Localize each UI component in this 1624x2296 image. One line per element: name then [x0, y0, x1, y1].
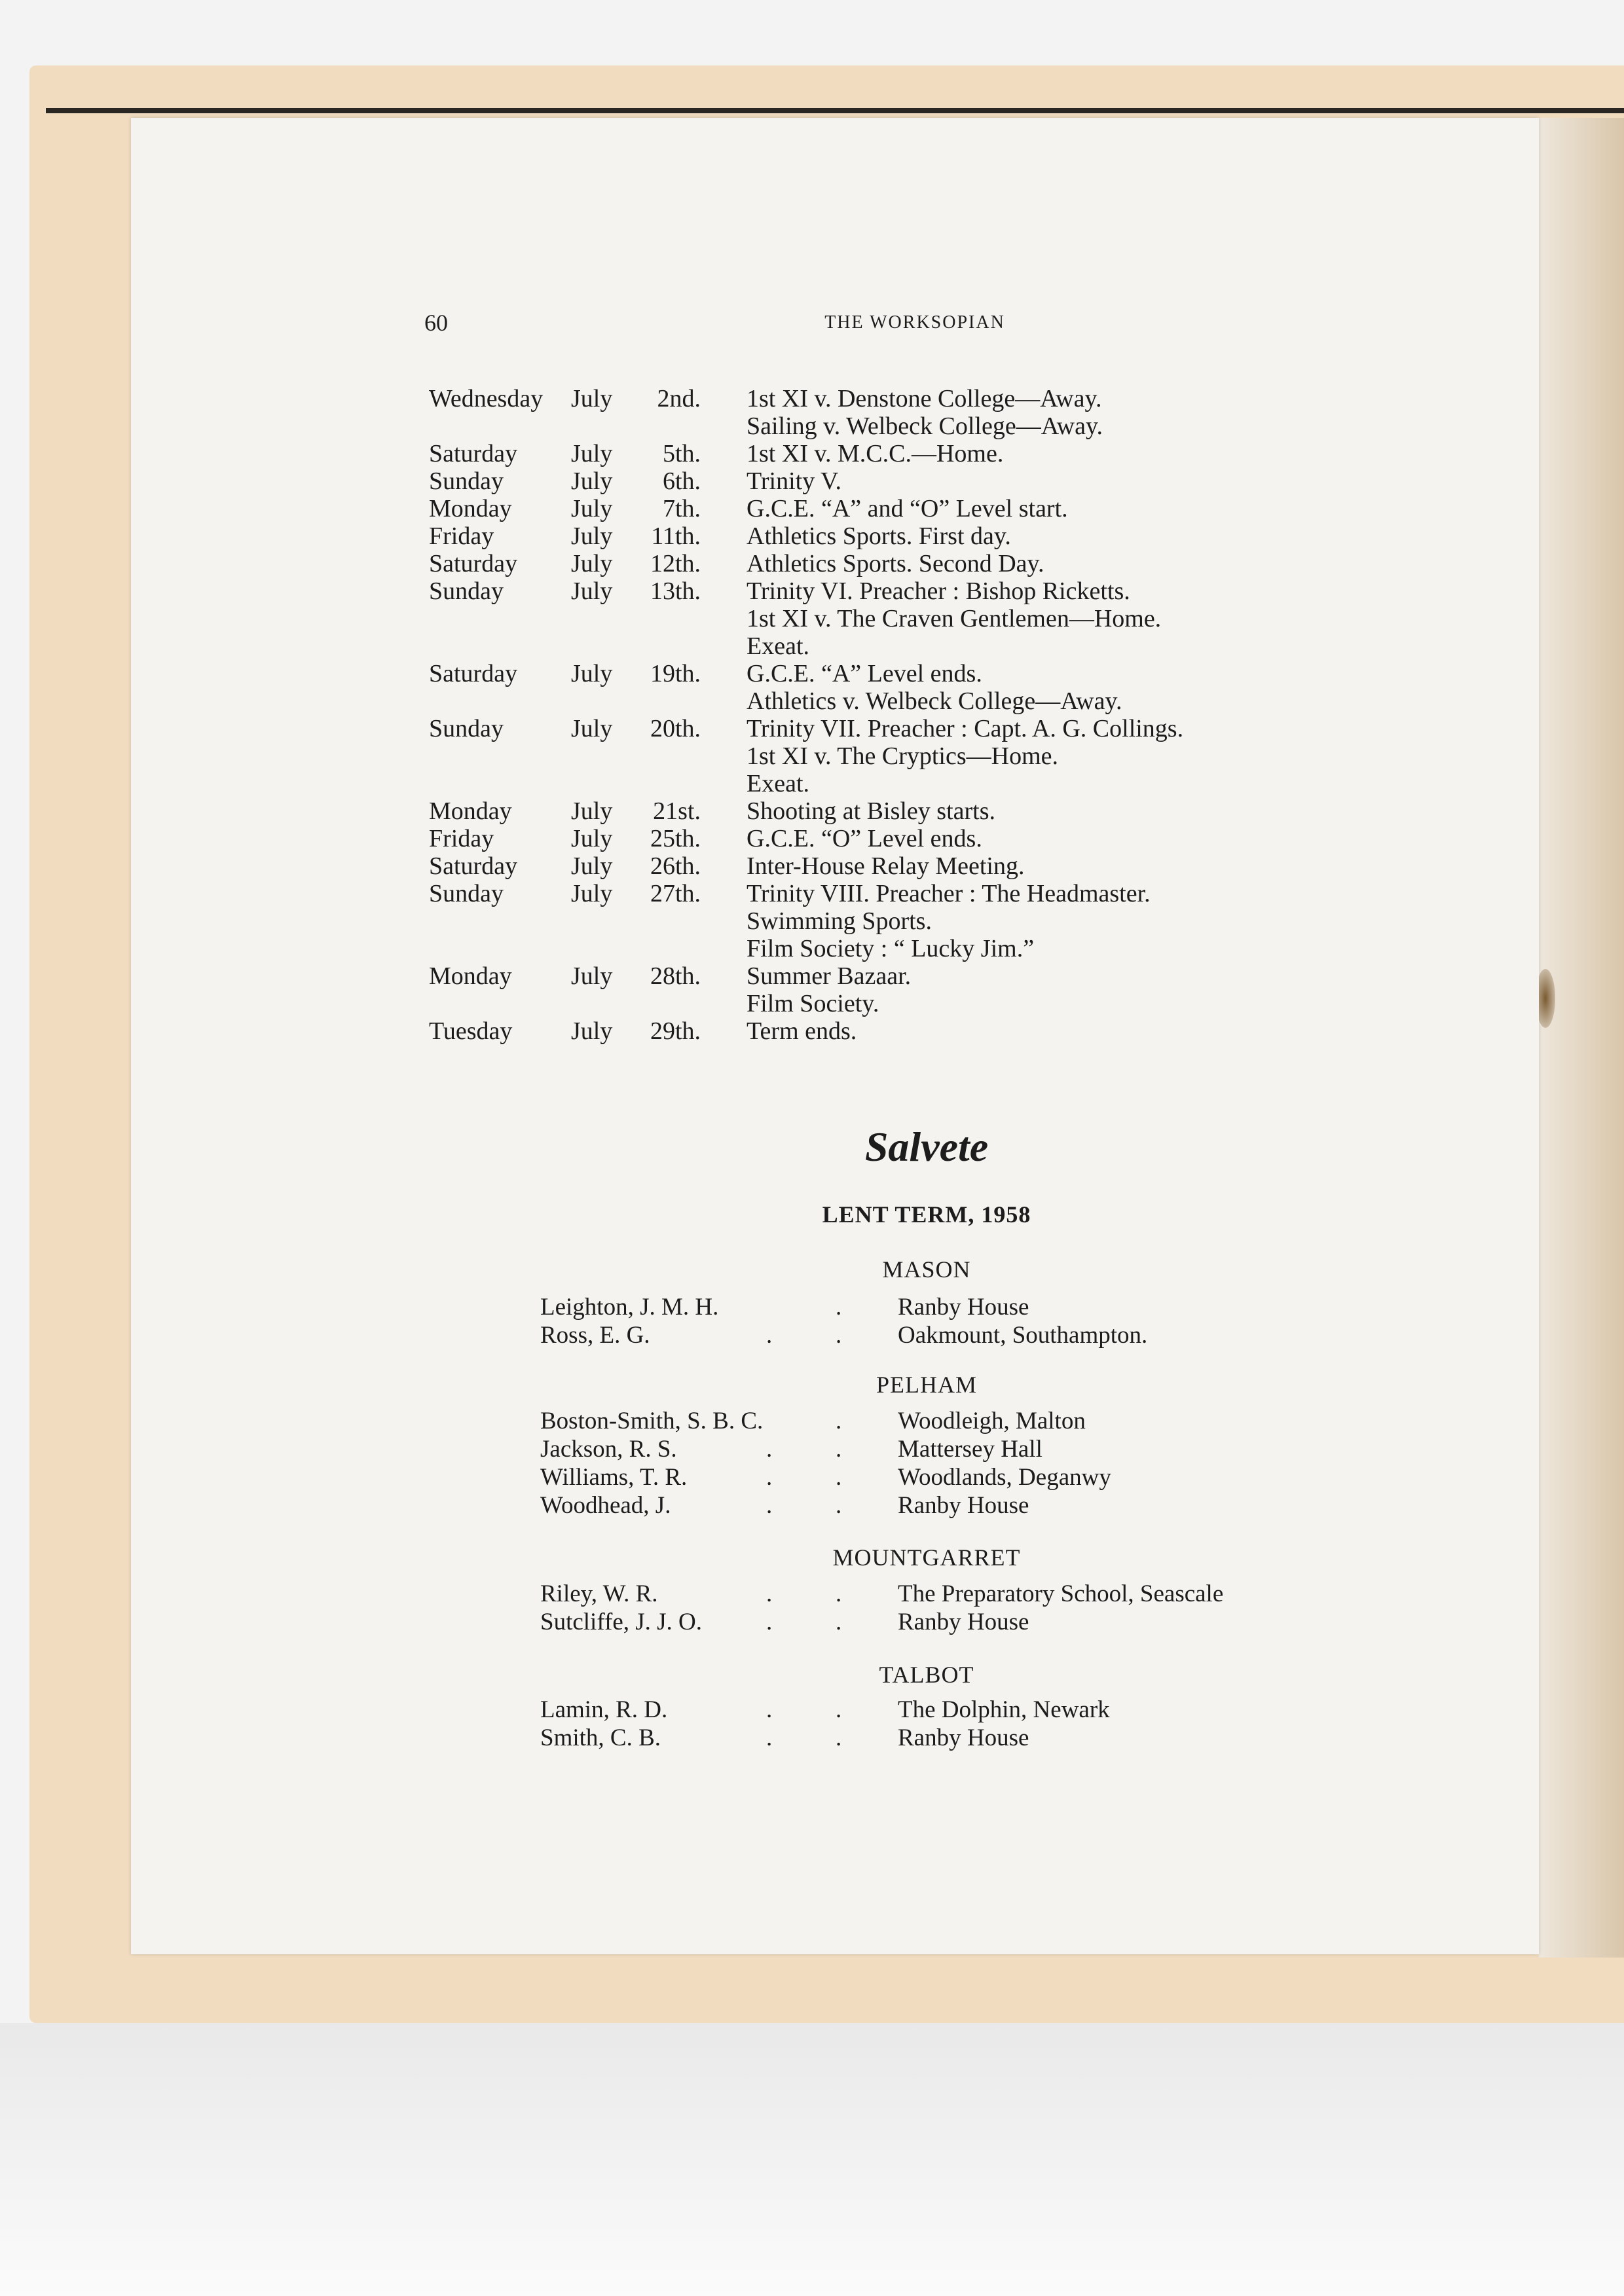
schedule-row: [0, 1017, 1624, 1045]
leader-dot: .: [766, 1492, 773, 1519]
schedule-row: [0, 935, 1624, 962]
schedule-date: 25th.: [650, 825, 701, 852]
schedule-event: Inter-House Relay Meeting.: [747, 852, 1025, 880]
schedule-event: 1st XI v. The Craven Gentlemen—Home.: [747, 605, 1162, 632]
entry-row: [0, 1436, 1624, 1463]
schedule-event: Athletics v. Welbeck College—Away.: [747, 687, 1122, 715]
entry-row: [0, 1322, 1624, 1349]
pupil-name: Smith, C. B.: [540, 1724, 661, 1751]
previous-school: Ranby House: [898, 1609, 1029, 1635]
running-title: THE WORKSOPIAN: [824, 312, 1005, 333]
schedule-event: 1st XI v. Denstone College—Away.: [747, 385, 1102, 412]
house-heading: PELHAM: [876, 1372, 978, 1398]
leader-dot: .: [766, 1436, 773, 1463]
schedule-day: Sunday: [429, 715, 504, 742]
schedule-date: 2nd.: [657, 385, 701, 412]
schedule-row: [0, 770, 1624, 797]
schedule-day: Sunday: [429, 880, 504, 907]
schedule-event: Summer Bazaar.: [747, 962, 912, 990]
schedule-month: July: [571, 852, 613, 880]
schedule-event: G.C.E. “O” Level ends.: [747, 825, 982, 852]
schedule-row: [0, 605, 1624, 632]
pupil-name: Riley, W. R.: [540, 1580, 658, 1607]
leader-dot: .: [766, 1322, 773, 1349]
schedule: [0, 385, 1624, 1045]
pupil-name: Jackson, R. S.: [540, 1436, 677, 1463]
entry-row: [0, 1696, 1624, 1724]
entry-row: [0, 1724, 1624, 1752]
previous-school: Oakmount, Southampton.: [898, 1322, 1148, 1349]
leader-dot: .: [836, 1464, 842, 1491]
schedule-day: Monday: [429, 495, 512, 522]
schedule-month: July: [571, 385, 613, 412]
schedule-month: July: [571, 467, 613, 495]
schedule-event: Trinity VI. Preacher : Bishop Ricketts.: [747, 577, 1130, 605]
leader-dot: .: [766, 1724, 773, 1751]
schedule-event: Athletics Sports. Second Day.: [747, 550, 1044, 577]
schedule-event: 1st XI v. M.C.C.—Home.: [747, 440, 1004, 467]
schedule-event: Film Society : “ Lucky Jim.”: [747, 935, 1035, 962]
schedule-day: Sunday: [429, 467, 504, 495]
pupil-name: Boston-Smith, S. B. C.: [540, 1408, 764, 1434]
schedule-month: July: [571, 962, 613, 990]
section-title: Salvete: [864, 1123, 989, 1170]
schedule-row: [0, 880, 1624, 907]
leader-dot: .: [836, 1724, 842, 1751]
schedule-row: [0, 577, 1624, 605]
schedule-event: Shooting at Bisley starts.: [747, 797, 995, 825]
schedule-day: Saturday: [429, 550, 518, 577]
pupil-name: Woodhead, J.: [540, 1492, 671, 1519]
pupil-name: Lamin, R. D.: [540, 1696, 668, 1723]
schedule-day: Monday: [429, 962, 512, 990]
previous-school: Woodlands, Deganwy: [898, 1464, 1111, 1491]
previous-school: Mattersey Hall: [898, 1436, 1043, 1463]
schedule-event: Term ends.: [747, 1017, 857, 1045]
term-heading: LENT TERM, 1958: [822, 1201, 1031, 1228]
schedule-event: Film Society.: [747, 990, 879, 1017]
schedule-date: 7th.: [662, 495, 701, 522]
leader-dot: .: [836, 1580, 842, 1607]
leader-dot: .: [836, 1436, 842, 1463]
leader-dot: .: [836, 1492, 842, 1519]
entry-row: [0, 1408, 1624, 1435]
schedule-event: Trinity VIII. Preacher : The Headmaster.: [747, 880, 1151, 907]
leader-dot: .: [836, 1696, 842, 1723]
schedule-day: Sunday: [429, 577, 504, 605]
schedule-row: [0, 522, 1624, 550]
schedule-event: G.C.E. “A” Level ends.: [747, 660, 982, 687]
schedule-row: [0, 742, 1624, 770]
pupil-name: Leighton, J. M. H.: [540, 1294, 719, 1321]
schedule-day: Monday: [429, 797, 512, 825]
entry-row: [0, 1464, 1624, 1491]
schedule-month: July: [571, 440, 613, 467]
schedule-event: 1st XI v. The Cryptics—Home.: [747, 742, 1059, 770]
schedule-day: Saturday: [429, 852, 518, 880]
leader-dot: .: [836, 1609, 842, 1635]
schedule-month: July: [571, 660, 613, 687]
schedule-row: [0, 660, 1624, 687]
previous-school: Woodleigh, Malton: [898, 1408, 1086, 1434]
schedule-row: [0, 412, 1624, 440]
entry-row: [0, 1580, 1624, 1608]
page-number: 60: [424, 310, 448, 336]
leader-dot: .: [766, 1464, 773, 1491]
schedule-day: Saturday: [429, 440, 518, 467]
schedule-date: 27th.: [650, 880, 701, 907]
house-heading: MASON: [882, 1256, 971, 1283]
leader-dot: .: [766, 1609, 773, 1635]
schedule-day: Friday: [429, 825, 494, 852]
schedule-row: [0, 797, 1624, 825]
schedule-event: Trinity V.: [747, 467, 842, 495]
schedule-event: Exeat.: [747, 770, 810, 797]
pupil-name: Williams, T. R.: [540, 1464, 688, 1491]
schedule-row: [0, 687, 1624, 715]
entry-row: [0, 1492, 1624, 1520]
schedule-month: July: [571, 495, 613, 522]
leader-dot: .: [836, 1322, 842, 1349]
house-heading: MOUNTGARRET: [832, 1544, 1021, 1571]
previous-school: Ranby House: [898, 1724, 1029, 1751]
entry-row: [0, 1294, 1624, 1321]
schedule-day: Wednesday: [429, 385, 544, 412]
previous-school: Ranby House: [898, 1492, 1029, 1519]
schedule-row: [0, 962, 1624, 990]
schedule-day: Saturday: [429, 660, 518, 687]
schedule-date: 29th.: [650, 1017, 701, 1045]
schedule-month: July: [571, 1017, 613, 1045]
schedule-month: July: [571, 522, 613, 550]
schedule-row: [0, 467, 1624, 495]
schedule-row: [0, 852, 1624, 880]
leader-dot: .: [836, 1408, 842, 1434]
schedule-day: Tuesday: [429, 1017, 513, 1045]
schedule-row: [0, 715, 1624, 742]
schedule-event: Sailing v. Welbeck College—Away.: [747, 412, 1103, 440]
schedule-event: Swimming Sports.: [747, 907, 932, 935]
schedule-date: 11th.: [651, 522, 701, 550]
schedule-date: 12th.: [650, 550, 701, 577]
schedule-row: [0, 495, 1624, 522]
pupil-name: Sutcliffe, J. J. O.: [540, 1609, 703, 1635]
schedule-date: 19th.: [650, 660, 701, 687]
schedule-date: 20th.: [650, 715, 701, 742]
schedule-date: 26th.: [650, 852, 701, 880]
house-heading: TALBOT: [879, 1662, 974, 1688]
schedule-date: 21st.: [653, 797, 701, 825]
schedule-date: 5th.: [662, 440, 701, 467]
background: [0, 2023, 1624, 2296]
schedule-row: [0, 825, 1624, 852]
entry-row: [0, 1609, 1624, 1636]
schedule-row: [0, 907, 1624, 935]
schedule-row: [0, 990, 1624, 1017]
schedule-row: [0, 440, 1624, 467]
schedule-row: [0, 632, 1624, 660]
schedule-event: Trinity VII. Preacher : Capt. A. G. Collings.: [747, 715, 1184, 742]
schedule-row: [0, 385, 1624, 412]
previous-school: The Dolphin, Newark: [898, 1696, 1110, 1723]
schedule-month: July: [571, 577, 613, 605]
leader-dot: .: [836, 1294, 842, 1321]
cover-edge: [46, 108, 1624, 113]
schedule-day: Friday: [429, 522, 494, 550]
schedule-month: July: [571, 550, 613, 577]
schedule-month: July: [571, 797, 613, 825]
schedule-date: 28th.: [650, 962, 701, 990]
schedule-month: July: [571, 715, 613, 742]
pupil-name: Ross, E. G.: [540, 1322, 650, 1349]
previous-school: Ranby House: [898, 1294, 1029, 1321]
schedule-date: 13th.: [650, 577, 701, 605]
schedule-row: [0, 550, 1624, 577]
schedule-event: Athletics Sports. First day.: [747, 522, 1011, 550]
schedule-month: July: [571, 825, 613, 852]
schedule-event: G.C.E. “A” and “O” Level start.: [747, 495, 1068, 522]
schedule-month: July: [571, 880, 613, 907]
previous-school: The Preparatory School, Seascale: [898, 1580, 1224, 1607]
leader-dot: .: [766, 1580, 773, 1607]
schedule-date: 6th.: [662, 467, 701, 495]
leader-dot: .: [766, 1696, 773, 1723]
schedule-event: Exeat.: [747, 632, 810, 660]
